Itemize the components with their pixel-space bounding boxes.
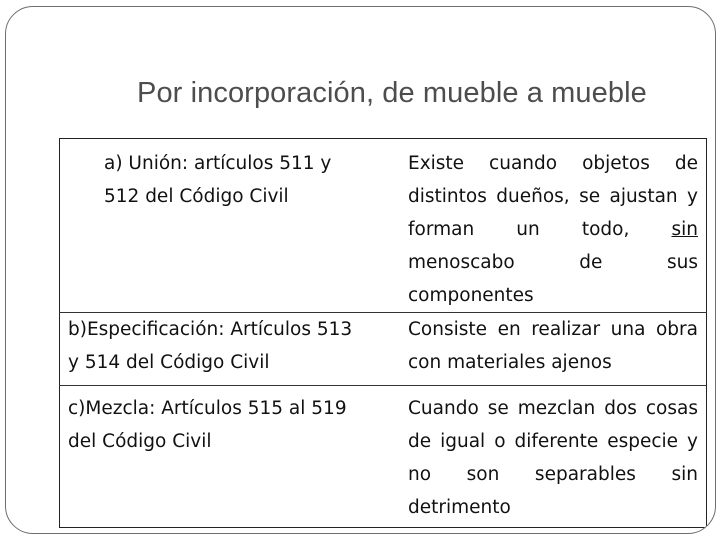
cell-text-line: 512 del Código Civil — [104, 186, 289, 207]
cell-text-line: b)Especificación: Artículos 513 — [68, 319, 353, 340]
cell-especificacion-heading — [60, 313, 401, 386]
cell-mezcla-description — [400, 386, 707, 528]
cell-text-line: componentes — [408, 285, 534, 306]
cell-text-line: con materiales ajenos — [408, 352, 612, 373]
cell-text-line: detrimento — [408, 497, 511, 518]
cell-text-line: Cuando se mezclan dos cosas — [408, 398, 698, 419]
table-row-union — [60, 139, 707, 313]
cell-union-description — [400, 139, 707, 313]
slide-title: Por incorporación, de mueble a mueble — [137, 77, 647, 109]
cell-text-line: y 514 del Código Civil — [68, 352, 270, 373]
cell-union-heading — [60, 139, 401, 313]
cell-text-line: Consiste en realizar una obra — [408, 319, 698, 340]
underlined-word: sin — [671, 219, 698, 240]
cell-text-line: a) Unión: artículos 511 y — [104, 153, 332, 174]
cell-text-line: del Código Civil — [68, 431, 212, 452]
cell-text-line: no son separables sin — [408, 464, 698, 485]
table-row-especificacion — [60, 313, 707, 386]
content-table — [59, 138, 707, 528]
cell-text-line: menoscabo de sus — [408, 252, 698, 273]
cell-mezcla-heading — [60, 386, 401, 528]
slide-frame — [5, 6, 716, 534]
cell-text-line: Existe cuando objetos de — [408, 153, 698, 174]
cell-text-fragment: forman un todo, — [408, 219, 672, 240]
table-row-mezcla — [60, 386, 707, 528]
cell-text-line-with-link — [408, 213, 698, 246]
cell-text-line: c)Mezcla: Artículos 515 al 519 — [68, 398, 347, 419]
cell-especificacion-description — [400, 313, 707, 386]
cell-text-line: de igual o diferente especie y — [408, 431, 698, 452]
cell-text-line: distintos dueños, se ajustan y — [408, 186, 698, 207]
